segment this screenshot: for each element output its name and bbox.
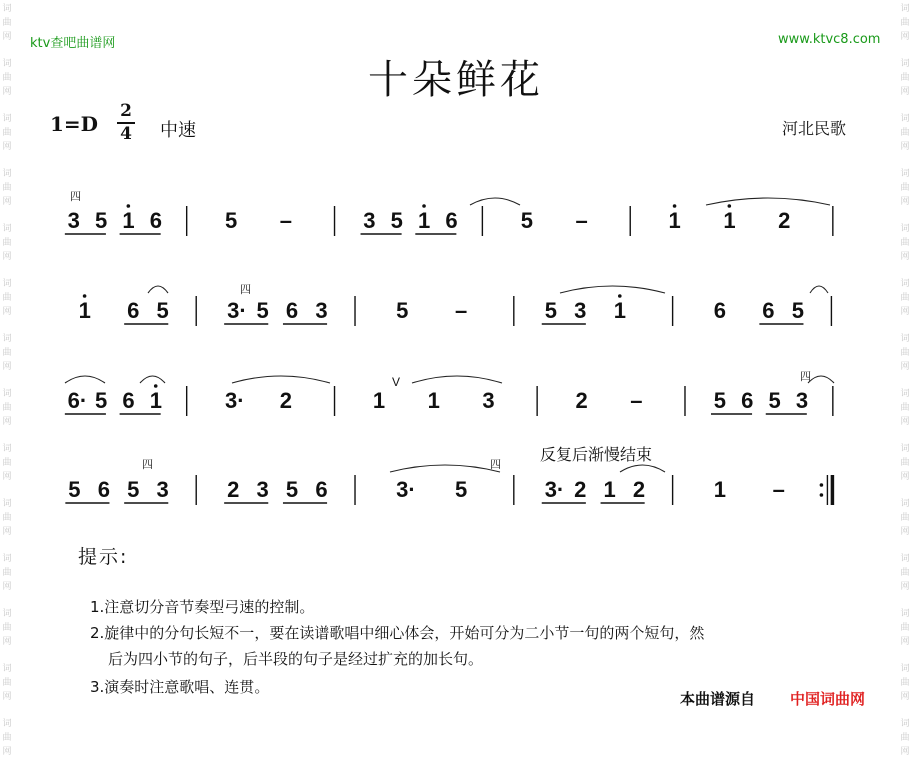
repeat-instruction: 反复后渐慢结束 xyxy=(540,447,653,464)
watermark-char: 词 xyxy=(900,499,910,509)
watermark-char: 网 xyxy=(2,472,12,482)
note: 1 xyxy=(372,388,386,413)
slur-arc xyxy=(65,376,105,383)
watermark-char: 曲 xyxy=(2,18,12,28)
watermark-char: 词 xyxy=(900,4,910,14)
note: 5 xyxy=(94,388,108,413)
note: 2 xyxy=(575,388,588,413)
note: 3 xyxy=(482,388,495,413)
watermark-char: 词 xyxy=(900,279,910,289)
note: 2 xyxy=(279,388,293,413)
note: 1 xyxy=(603,477,616,502)
octave-dot xyxy=(83,294,87,298)
watermark-char: 词 xyxy=(900,334,910,344)
note: 5 xyxy=(713,388,726,413)
watermark-char: 网 xyxy=(900,362,910,372)
slur-arc xyxy=(808,376,834,383)
note: 6 xyxy=(445,208,458,233)
note: 3 xyxy=(67,208,80,233)
note: 3 xyxy=(574,298,587,323)
watermark-char: 网 xyxy=(2,747,12,757)
watermark-char: 网 xyxy=(2,307,12,317)
watermark-char: 网 xyxy=(2,417,12,427)
note: 5 xyxy=(285,477,299,502)
note: 3 xyxy=(315,298,328,323)
note: 2 xyxy=(574,477,587,502)
watermark-char: 词 xyxy=(900,719,910,729)
watermark-char: 词 xyxy=(900,389,910,399)
watermark-char: 曲 xyxy=(2,183,12,193)
note: 5 xyxy=(390,208,403,233)
watermark-char: 网 xyxy=(2,692,12,702)
repeat-dot xyxy=(820,493,824,497)
watermark-char: 词 xyxy=(2,499,12,509)
octave-dot xyxy=(127,204,131,208)
tip-2-continued: 后为四小节的句子，后半段的句子是经过扩充的加长句。 xyxy=(108,650,484,668)
watermark-char: 曲 xyxy=(2,403,12,413)
note: 1 xyxy=(713,477,727,502)
slur-arc xyxy=(390,465,500,472)
slur-arc xyxy=(140,376,165,383)
dash-sustain: – xyxy=(279,208,293,233)
watermark-char: 曲 xyxy=(900,403,910,413)
note: 1 xyxy=(723,208,736,233)
watermark-char: 曲 xyxy=(2,568,12,578)
note: 3 xyxy=(795,388,809,413)
note: 5 xyxy=(544,298,557,323)
note: 6 xyxy=(97,477,110,502)
watermark-char: 曲 xyxy=(900,568,910,578)
note: 5 xyxy=(791,298,804,323)
site-url-right[interactable]: www.ktvc8.com xyxy=(778,32,881,47)
watermark-char: 网 xyxy=(2,87,12,97)
watermark-char: 网 xyxy=(900,87,910,97)
note: 1 xyxy=(427,388,440,413)
note: 6 xyxy=(741,388,754,413)
note: 5 xyxy=(455,477,468,502)
watermark-char: 网 xyxy=(2,637,12,647)
watermark-char: 网 xyxy=(900,197,910,207)
slur-arc xyxy=(148,286,168,293)
note: 5 xyxy=(68,477,81,502)
note: 6 xyxy=(149,208,162,233)
tip-3: 3.演奏时注意歌唱、连贯。 xyxy=(90,678,270,696)
watermark-char: 词 xyxy=(900,169,910,179)
note: 3· xyxy=(225,388,245,413)
watermark-char: 词 xyxy=(900,609,910,619)
note: 2 xyxy=(778,208,791,233)
string-four-mark: 四 xyxy=(70,191,81,203)
watermark-char: 网 xyxy=(900,307,910,317)
note: 1 xyxy=(613,298,627,323)
watermark-char: 网 xyxy=(2,197,12,207)
watermark-char: 曲 xyxy=(900,128,910,138)
note: 1 xyxy=(122,208,135,233)
string-four-mark: 四 xyxy=(800,371,811,383)
octave-dot xyxy=(422,204,426,208)
watermark-char: 词 xyxy=(2,334,12,344)
slur-arc xyxy=(810,286,828,293)
watermark-char: 曲 xyxy=(2,678,12,688)
dash-sustain: – xyxy=(772,477,785,502)
string-four-mark: 四 xyxy=(490,459,501,471)
watermark-char: 网 xyxy=(2,527,12,537)
watermark-char: 网 xyxy=(900,747,910,757)
watermark-char: 词 xyxy=(2,279,12,289)
note: 2 xyxy=(227,477,240,502)
watermark-char: 曲 xyxy=(2,623,12,633)
dash-sustain: – xyxy=(575,208,588,233)
watermark-char: 曲 xyxy=(2,128,12,138)
string-four-mark: 四 xyxy=(142,459,153,471)
breath-v-mark: V xyxy=(392,375,401,389)
octave-dot xyxy=(673,204,677,208)
watermark-char: 曲 xyxy=(2,73,12,83)
note: 5 xyxy=(256,298,269,323)
note: 6 xyxy=(315,477,328,502)
octave-dot xyxy=(728,204,732,208)
site-name-left[interactable]: ktv查吧曲谱网 xyxy=(30,36,116,51)
note: 6 xyxy=(713,298,727,323)
note: 6 xyxy=(127,298,140,323)
octave-dot xyxy=(618,294,622,298)
watermark-char: 词 xyxy=(2,609,12,619)
watermark-char: 曲 xyxy=(2,293,12,303)
watermark-char: 网 xyxy=(900,142,910,152)
watermark-char: 网 xyxy=(900,692,910,702)
note: 6 xyxy=(762,298,775,323)
note: 1 xyxy=(78,298,91,323)
watermark-char: 网 xyxy=(900,582,910,592)
note: 1 xyxy=(668,208,681,233)
watermark-char: 词 xyxy=(900,59,910,69)
slur-arc xyxy=(470,198,520,205)
repeat-dot xyxy=(820,483,824,487)
watermark-char: 曲 xyxy=(900,73,910,83)
watermark-char: 词 xyxy=(900,444,910,454)
watermark-char: 网 xyxy=(900,32,910,42)
watermark-char: 曲 xyxy=(900,183,910,193)
dash-sustain: – xyxy=(630,388,643,413)
note: 2 xyxy=(632,477,646,502)
note: 1 xyxy=(418,208,431,233)
watermark-char: 词 xyxy=(2,59,12,69)
watermark-char: 网 xyxy=(2,582,12,592)
note: 3· xyxy=(227,298,247,323)
note: 5 xyxy=(520,208,533,233)
song-origin: 河北民歌 xyxy=(782,119,847,138)
string-four-mark: 四 xyxy=(240,284,251,296)
watermark-char: 词 xyxy=(2,444,12,454)
source-site-link[interactable]: 中国词曲网 xyxy=(790,690,866,708)
watermark-char: 词 xyxy=(2,4,12,14)
slur-arc xyxy=(232,376,330,383)
watermark-char: 词 xyxy=(900,114,910,124)
watermark-char: 曲 xyxy=(900,513,910,523)
watermark-char: 网 xyxy=(2,142,12,152)
watermark-char: 曲 xyxy=(900,293,910,303)
note: 6 xyxy=(122,388,135,413)
key-signature: 1=D xyxy=(50,112,99,136)
octave-dot xyxy=(154,384,158,388)
watermark-char: 网 xyxy=(2,362,12,372)
note: 6· xyxy=(67,388,88,413)
note: 3 xyxy=(256,477,269,502)
tips-heading: 提示: xyxy=(78,546,129,568)
watermark-char: 词 xyxy=(900,554,910,564)
tip-1: 1.注意切分音节奏型弓速的控制。 xyxy=(90,598,315,616)
note: 3· xyxy=(544,477,565,502)
tempo-marking: 中速 xyxy=(160,120,196,141)
watermark-char: 网 xyxy=(900,527,910,537)
watermark-char: 词 xyxy=(2,554,12,564)
dash-sustain: – xyxy=(455,298,468,323)
watermark-char: 曲 xyxy=(900,238,910,248)
watermark-char: 网 xyxy=(900,252,910,262)
watermark-char: 曲 xyxy=(2,238,12,248)
note: 5 xyxy=(94,208,108,233)
watermark-char: 网 xyxy=(900,637,910,647)
note: 3· xyxy=(396,477,416,502)
watermark-char: 曲 xyxy=(2,458,12,468)
slur-arc xyxy=(706,198,830,205)
watermark-char: 曲 xyxy=(900,623,910,633)
watermark-char: 曲 xyxy=(900,18,910,28)
watermark-char: 网 xyxy=(900,472,910,482)
watermark-char: 曲 xyxy=(2,733,12,743)
slur-arc xyxy=(412,376,502,383)
watermark-char: 曲 xyxy=(900,733,910,743)
watermark-char: 网 xyxy=(2,32,12,42)
watermark-char: 词 xyxy=(2,664,12,674)
song-title: 十朵鲜花 xyxy=(368,57,544,103)
watermark-char: 曲 xyxy=(2,513,12,523)
watermark-char: 网 xyxy=(900,417,910,427)
watermark-char: 曲 xyxy=(2,348,12,358)
source-label: 本曲谱源自 xyxy=(680,690,756,708)
watermark-char: 曲 xyxy=(900,348,910,358)
watermark-char: 词 xyxy=(2,114,12,124)
time-signature-bottom: 4 xyxy=(120,124,132,144)
watermark-char: 词 xyxy=(2,169,12,179)
note: 5 xyxy=(127,477,140,502)
note: 5 xyxy=(225,208,238,233)
note: 3 xyxy=(156,477,169,502)
note: 5 xyxy=(396,298,409,323)
watermark-char: 曲 xyxy=(900,458,910,468)
time-signature-top: 2 xyxy=(120,101,132,121)
watermark-char: 词 xyxy=(2,389,12,399)
watermark-char: 词 xyxy=(900,664,910,674)
note: 1 xyxy=(149,388,162,413)
note: 5 xyxy=(156,298,169,323)
watermark-char: 词 xyxy=(2,224,12,234)
watermark-char: 词 xyxy=(900,224,910,234)
watermark-char: 词 xyxy=(2,719,12,729)
note: 3 xyxy=(363,208,376,233)
watermark-char: 网 xyxy=(2,252,12,262)
watermark-char: 曲 xyxy=(900,678,910,688)
tip-2: 2.旋律中的分句长短不一，要在读谱歌唱中细心体会，开始可分为二小节一句的两个短句，然 xyxy=(90,624,705,642)
note: 6 xyxy=(285,298,299,323)
slur-arc xyxy=(620,465,665,472)
note: 5 xyxy=(768,388,781,413)
slur-arc xyxy=(560,286,665,293)
